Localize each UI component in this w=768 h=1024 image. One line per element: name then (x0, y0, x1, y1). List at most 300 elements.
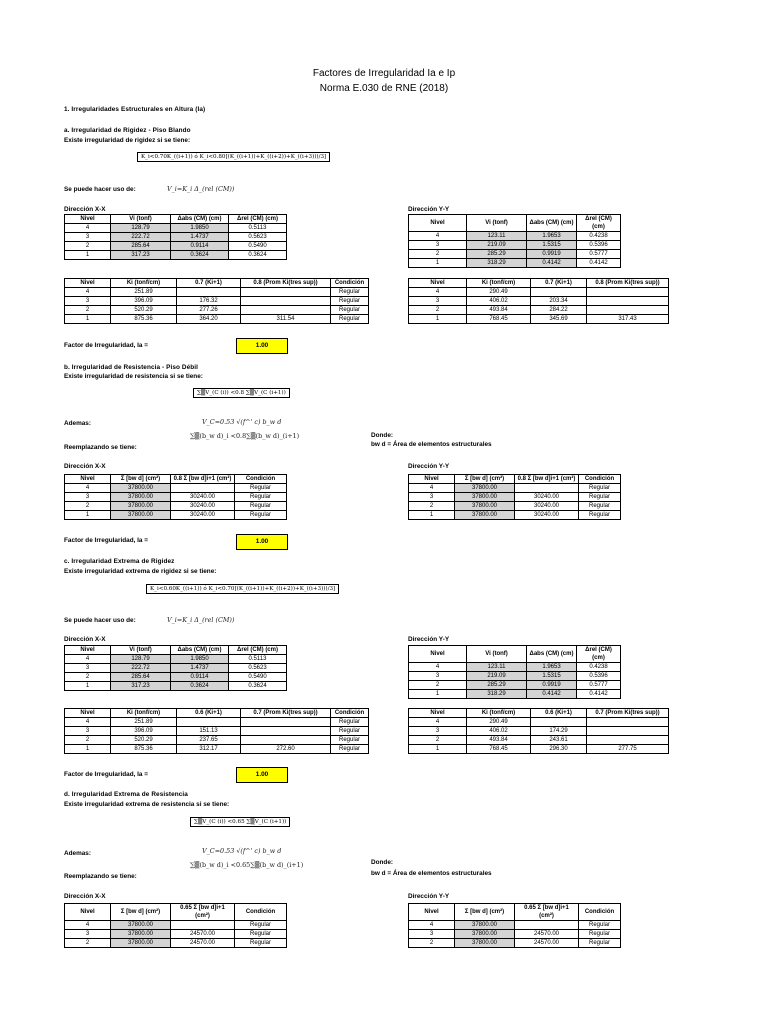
column-header: Nivel (409, 279, 467, 288)
column-header: Condición (579, 475, 621, 484)
use-formula: V_i=K_i Δ_(rel (CM)) (167, 616, 235, 624)
condition-cell: Regular (331, 718, 369, 727)
table-cell: 37800.00 (455, 484, 515, 493)
table-cell: 123.11 (467, 663, 527, 672)
table-cell: 0.5396 (577, 241, 621, 250)
condition-cell: Regular (235, 930, 287, 939)
drift-table-y (408, 645, 621, 699)
table-row (409, 681, 621, 690)
table-header-row (65, 279, 369, 288)
table-row (65, 484, 287, 493)
table-cell: 3 (65, 297, 111, 306)
table-cell: 37800.00 (455, 502, 515, 511)
column-header: 0.8 (Prom Ki(tres sup)) (241, 279, 331, 288)
condition-cell: Regular (331, 288, 369, 297)
table-row (65, 233, 287, 242)
table-row (409, 306, 669, 315)
condition-cell: Regular (579, 493, 621, 502)
table-cell: 0.4238 (577, 232, 621, 241)
page-subtitle: Norma E.030 de RNE (2018) (319, 83, 449, 94)
condition-cell: Regular (235, 511, 287, 520)
table-cell: 222.72 (111, 664, 171, 673)
condition-cell: Regular (331, 306, 369, 315)
table-cell: 123.11 (467, 232, 527, 241)
direction-y-label: Dirección Y-Y (408, 206, 450, 213)
table-cell: 318.29 (467, 259, 527, 268)
table-cell: 4 (409, 484, 455, 493)
table-cell: 493.84 (467, 736, 531, 745)
direction-y-label: Dirección Y-Y (408, 463, 450, 470)
column-header: Ki (tonf/cm) (467, 709, 531, 718)
donde-label: Donde: (371, 432, 394, 439)
table-row (65, 288, 369, 297)
column-header: Nivel (409, 646, 467, 663)
table-cell: 317.23 (111, 251, 171, 260)
area-formula: ∑▒(b_w d)_i <0.8∑▒(b_w d)_(i+1) (190, 432, 300, 440)
table-cell: 4 (409, 718, 467, 727)
table-cell: 312.17 (177, 745, 241, 754)
donde-description: bw d = Área de elementos estructurales (371, 441, 492, 448)
table-cell: 1.9653 (527, 663, 577, 672)
table-row (409, 250, 621, 259)
shear-formula: V_C=0.53 √(f^' c) b_w d (202, 847, 282, 855)
table-cell: 406.02 (467, 727, 531, 736)
subsection-d-heading: d. Irregularidad Extrema de Resistencia (64, 791, 188, 798)
table-row (409, 736, 669, 745)
table-cell: 1.4737 (171, 233, 229, 242)
table-cell: 174.29 (531, 727, 587, 736)
table-cell: 30240.00 (171, 502, 235, 511)
column-header: Δabs (CM) (cm) (171, 646, 229, 655)
table-cell: 1 (65, 745, 111, 754)
table-cell: 311.54 (241, 315, 331, 324)
table-cell (241, 306, 331, 315)
table-cell: 0.5490 (229, 242, 287, 251)
table-cell: 285.64 (111, 242, 171, 251)
table-cell: 176.32 (177, 297, 241, 306)
table-row (65, 251, 287, 260)
formula-box: ∑▒V_(C (i)) <0.65 ∑▒V_(C (i+1)) (190, 817, 290, 827)
table-row (409, 690, 621, 699)
use-label: Se puede hacer uso de: (64, 186, 136, 193)
subsection-c-heading: c. Irregularidad Extrema de Rigidez (64, 558, 175, 565)
table-cell: 219.09 (467, 672, 527, 681)
table-cell: 37800.00 (455, 921, 515, 930)
table-row (409, 663, 621, 672)
table-cell: 3 (65, 727, 111, 736)
table-cell (587, 727, 669, 736)
table-cell: 0.5623 (229, 233, 287, 242)
formula-box: K_i<0.60K_((i+1)) ó K_i<0.70[(K_((i+1))+K_((i+2))+K_((i+3)))/3] (146, 584, 339, 594)
table-row (409, 288, 669, 297)
table-row (65, 745, 369, 754)
replace-label: Reemplazando se tiene: (64, 444, 137, 451)
condition-cell: Regular (579, 939, 621, 948)
table-cell: 768.45 (467, 315, 531, 324)
table-cell: 24570.00 (515, 930, 579, 939)
column-header: 0.6 (Ki+1) (531, 709, 587, 718)
table-row (409, 939, 621, 948)
table-cell: 0.9114 (171, 242, 229, 251)
table-cell: 251.89 (111, 718, 177, 727)
table-cell: 37800.00 (111, 484, 171, 493)
table-cell: 24570.00 (171, 930, 235, 939)
table-row (65, 682, 287, 691)
column-header: 0.8 Σ [bw d]i+1 (cm²) (515, 475, 579, 484)
column-header: Nivel (65, 709, 111, 718)
table-row (65, 939, 287, 948)
table-cell (241, 297, 331, 306)
table-cell: 3 (409, 493, 455, 502)
column-header: Ki (tonf/cm) (111, 709, 177, 718)
direction-y-label: Dirección Y-Y (408, 893, 450, 900)
table-cell: 2 (409, 681, 467, 690)
table-row (409, 232, 621, 241)
table-cell: 0.4142 (577, 690, 621, 699)
table-cell: 364.20 (177, 315, 241, 324)
table-row (65, 502, 287, 511)
table-cell: 875.36 (111, 745, 177, 754)
subsection-a-condition-text: Existe irregularidad de rigidez si se tiene: (64, 137, 191, 144)
ademas-label: Ademas: (64, 420, 91, 427)
table-cell: 2 (409, 502, 455, 511)
table-cell: 30240.00 (171, 511, 235, 520)
table-cell: 0.5490 (229, 673, 287, 682)
condition-cell: Regular (579, 484, 621, 493)
column-header: Δrel (CM) (cm) (577, 646, 621, 663)
table-cell: 1 (65, 511, 111, 520)
table-cell: 1.5315 (527, 241, 577, 250)
table-cell (531, 288, 587, 297)
condition-cell: Regular (235, 493, 287, 502)
table-cell (531, 718, 587, 727)
table-cell: 4 (409, 232, 467, 241)
direction-x-label: Dirección X-X (64, 206, 106, 213)
factor-label: Factor de Irregularidad, Ia = (64, 537, 148, 544)
column-header: 0.7 (Ki+1) (531, 279, 587, 288)
column-header: Condición (235, 904, 287, 921)
table-cell: 1 (409, 259, 467, 268)
table-row (409, 297, 669, 306)
table-cell: 222.72 (111, 233, 171, 242)
table-cell: 0.4142 (577, 259, 621, 268)
table-cell: 1 (409, 315, 467, 324)
table-cell: 243.61 (531, 736, 587, 745)
direction-y-label: Dirección Y-Y (408, 636, 450, 643)
use-formula: V_i=K_i Δ_(rel (CM)) (167, 185, 235, 193)
table-cell: 3 (65, 930, 111, 939)
condition-cell: Regular (579, 511, 621, 520)
condition-cell: Regular (235, 484, 287, 493)
table-row (409, 672, 621, 681)
factor-value: 1.00 (236, 534, 288, 550)
table-cell: 237.65 (177, 736, 241, 745)
use-label: Se puede hacer uso de: (64, 617, 136, 624)
replace-label: Reemplazando se tiene: (64, 873, 137, 880)
table-cell: 318.29 (467, 690, 527, 699)
column-header: Nivel (65, 904, 111, 921)
column-header: Nivel (409, 904, 455, 921)
table-cell: 37800.00 (111, 921, 171, 930)
table-row (65, 224, 287, 233)
table-cell: 0.5396 (577, 672, 621, 681)
table-cell: 0.5113 (229, 224, 287, 233)
table-header-row (409, 279, 669, 288)
column-header: Condición (331, 279, 369, 288)
table-cell: 290.49 (467, 288, 531, 297)
table-cell: 4 (65, 718, 111, 727)
table-header-row (409, 215, 621, 232)
column-header: Vi (tonf) (467, 646, 527, 663)
table-cell: 406.02 (467, 297, 531, 306)
table-row (409, 484, 621, 493)
column-header: Δrel (CM) (cm) (577, 215, 621, 232)
table-cell: 1.9653 (527, 232, 577, 241)
shear-formula: V_C=0.53 √(f^' c) b_w d (202, 418, 282, 426)
table-cell: 37800.00 (455, 930, 515, 939)
table-cell: 3 (65, 664, 111, 673)
table-header-row (65, 475, 287, 484)
column-header: Δabs (CM) (cm) (171, 215, 229, 224)
table-row (65, 306, 369, 315)
table-cell: 37800.00 (111, 493, 171, 502)
column-header: Δabs (CM) (cm) (527, 215, 577, 232)
direction-x-label: Dirección X-X (64, 636, 106, 643)
table-cell: 251.89 (111, 288, 177, 297)
table-header-row (65, 904, 287, 921)
table-cell: 128.79 (111, 655, 171, 664)
table-row (65, 664, 287, 673)
column-header: Nivel (409, 709, 467, 718)
table-cell: 396.09 (111, 297, 177, 306)
table-row (409, 502, 621, 511)
table-cell: 285.29 (467, 250, 527, 259)
column-header: Nivel (65, 279, 111, 288)
table-row (65, 727, 369, 736)
table-header-row (409, 904, 621, 921)
table-cell (241, 718, 331, 727)
table-cell: 30240.00 (171, 493, 235, 502)
table-cell: 37800.00 (111, 930, 171, 939)
column-header: Vi (tonf) (111, 215, 171, 224)
table-cell (171, 921, 235, 930)
condition-cell: Regular (235, 502, 287, 511)
table-cell: 37800.00 (455, 511, 515, 520)
table-cell: 317.23 (111, 682, 171, 691)
table-header-row (409, 709, 669, 718)
table-cell: 0.5623 (229, 664, 287, 673)
formula-box: K_i<0.70K_((i+1)) ó K_i<0.80[(K_((i+1))+K_((i+2))+K_((i+3)))/3] (137, 152, 330, 162)
table-row (65, 655, 287, 664)
table-cell: 203.34 (531, 297, 587, 306)
table-row (65, 718, 369, 727)
table-cell: 345.69 (531, 315, 587, 324)
column-header: Ki (tonf/cm) (467, 279, 531, 288)
factor-value: 1.00 (236, 767, 288, 783)
direction-x-label: Dirección X-X (64, 463, 106, 470)
table-cell: 277.75 (587, 745, 669, 754)
column-header: Nivel (409, 215, 467, 232)
column-header: Δrel (CM) (cm) (229, 215, 287, 224)
condition-cell: Regular (579, 921, 621, 930)
table-row (65, 242, 287, 251)
table-cell (587, 288, 669, 297)
table-cell: 296.30 (531, 745, 587, 754)
table-cell: 4 (409, 921, 455, 930)
table-row (409, 511, 621, 520)
table-cell: 768.45 (467, 745, 531, 754)
table-cell: 2 (409, 939, 455, 948)
table-row (409, 727, 669, 736)
table-cell: 1.9850 (171, 655, 229, 664)
column-header: 0.8 (Prom Ki(tres sup)) (587, 279, 669, 288)
table-cell: 219.09 (467, 241, 527, 250)
table-cell: 4 (65, 921, 111, 930)
table-cell: 4 (409, 663, 467, 672)
table-cell: 0.5777 (577, 250, 621, 259)
table-cell: 493.84 (467, 306, 531, 315)
condition-cell: Regular (331, 727, 369, 736)
table-cell: 3 (409, 672, 467, 681)
table-cell: 2 (409, 306, 467, 315)
table-cell: 37800.00 (111, 939, 171, 948)
table-cell: 37800.00 (455, 939, 515, 948)
factor-label: Factor de Irregularidad, Ia = (64, 342, 148, 349)
condition-cell: Regular (331, 297, 369, 306)
table-cell (587, 306, 669, 315)
table-cell: 1 (409, 690, 467, 699)
table-cell: 1 (65, 251, 111, 260)
column-header: Nivel (409, 475, 455, 484)
drift-table-x (64, 214, 287, 260)
table-cell (515, 484, 579, 493)
table-cell: 30240.00 (515, 511, 579, 520)
column-header: 0.7 (Prom Ki(tres sup)) (241, 709, 331, 718)
table-cell: 290.49 (467, 718, 531, 727)
area-formula: ∑▒(b_w d)_i <0.65∑▒(b_w d)_(i+1) (190, 861, 304, 869)
table-cell: 0.3624 (229, 251, 287, 260)
table-row (65, 930, 287, 939)
condition-cell: Regular (579, 930, 621, 939)
condition-cell: Regular (331, 745, 369, 754)
condition-cell: Regular (331, 315, 369, 324)
table-cell (241, 727, 331, 736)
table-row (65, 673, 287, 682)
table-cell: 0.4238 (577, 663, 621, 672)
table-row (409, 921, 621, 930)
column-header: 0.6 (Ki+1) (177, 709, 241, 718)
table-cell: 2 (409, 250, 467, 259)
column-header: Ki (tonf/cm) (111, 279, 177, 288)
table-cell: 24570.00 (515, 939, 579, 948)
table-cell: 2 (409, 736, 467, 745)
column-header: Condición (579, 904, 621, 921)
drift-table-x (64, 645, 287, 691)
table-row (409, 315, 669, 324)
table-row (409, 718, 669, 727)
table-cell: 4 (65, 224, 111, 233)
table-row (409, 493, 621, 502)
table-cell: 277.26 (177, 306, 241, 315)
table-cell: 0.3624 (229, 682, 287, 691)
table-cell: 285.64 (111, 673, 171, 682)
table-cell: 2 (65, 736, 111, 745)
table-cell (587, 736, 669, 745)
section-heading: 1. Irregularidades Estructurales en Altura (Ia) (64, 106, 206, 113)
table-row (409, 241, 621, 250)
table-cell: 4 (65, 288, 111, 297)
table-cell (177, 718, 241, 727)
ademas-label: Ademas: (64, 850, 91, 857)
table-header-row (65, 709, 369, 718)
table-cell: 3 (409, 241, 467, 250)
table-cell: 151.13 (177, 727, 241, 736)
stiffness-table-x (64, 708, 369, 754)
table-cell: 0.3624 (171, 682, 229, 691)
stiffness-table-y (408, 708, 669, 754)
subsection-b-heading: b. Irregularidad de Resistencia - Piso Débil (64, 364, 199, 371)
table-cell: 0.9919 (527, 250, 577, 259)
column-header: 0.8 Σ [bw d]i+1 (cm²) (171, 475, 235, 484)
table-header-row (65, 646, 287, 655)
table-cell: 3 (409, 297, 467, 306)
formula-box: ∑▒V_(C (i)) <0.8 ∑▒V_(C (i+1)) (193, 388, 290, 398)
table-cell (587, 297, 669, 306)
table-cell: 2 (65, 502, 111, 511)
table-cell: 3 (409, 727, 467, 736)
table-cell: 37800.00 (111, 502, 171, 511)
table-cell (241, 736, 331, 745)
column-header: 0.65 Σ [bw d]i+1 (cm²) (171, 904, 235, 921)
column-header: Σ [bw d] (cm²) (111, 904, 171, 921)
table-cell: 0.4142 (527, 259, 577, 268)
table-cell (171, 484, 235, 493)
table-cell: 30240.00 (515, 502, 579, 511)
table-cell: 37800.00 (455, 493, 515, 502)
column-header: Nivel (65, 475, 111, 484)
stiffness-table-y (408, 278, 669, 324)
table-row (409, 259, 621, 268)
donde-label: Donde: (371, 859, 394, 866)
column-header: 0.7 (Prom Ki(tres sup)) (587, 709, 669, 718)
table-cell: 128.79 (111, 224, 171, 233)
strength-table-y (408, 474, 621, 520)
table-cell: 317.43 (587, 315, 669, 324)
table-cell: 0.9114 (171, 673, 229, 682)
table-cell: 875.36 (111, 315, 177, 324)
table-cell: 272.60 (241, 745, 331, 754)
table-cell: 284.22 (531, 306, 587, 315)
table-row (65, 736, 369, 745)
column-header: Nivel (65, 646, 111, 655)
table-cell: 0.4142 (527, 690, 577, 699)
table-cell: 24570.00 (171, 939, 235, 948)
table-cell (177, 288, 241, 297)
direction-x-label: Dirección X-X (64, 893, 106, 900)
table-cell (241, 288, 331, 297)
donde-description: bw d = Área de elementos estructurales (371, 870, 492, 877)
column-header: Nivel (65, 215, 111, 224)
column-header: 0.7 (Ki+1) (177, 279, 241, 288)
subsection-d-condition-text: Existe irregularidad extrema de resistencia si se tiene: (64, 801, 230, 808)
table-cell: 1.4737 (171, 664, 229, 673)
table-row (65, 511, 287, 520)
table-row (65, 297, 369, 306)
table-cell: 2 (65, 306, 111, 315)
stiffness-table-x (64, 278, 369, 324)
subsection-b-condition-text: Existe irregularidad de resistencia si se tiene: (64, 373, 203, 380)
table-header-row (409, 646, 621, 663)
